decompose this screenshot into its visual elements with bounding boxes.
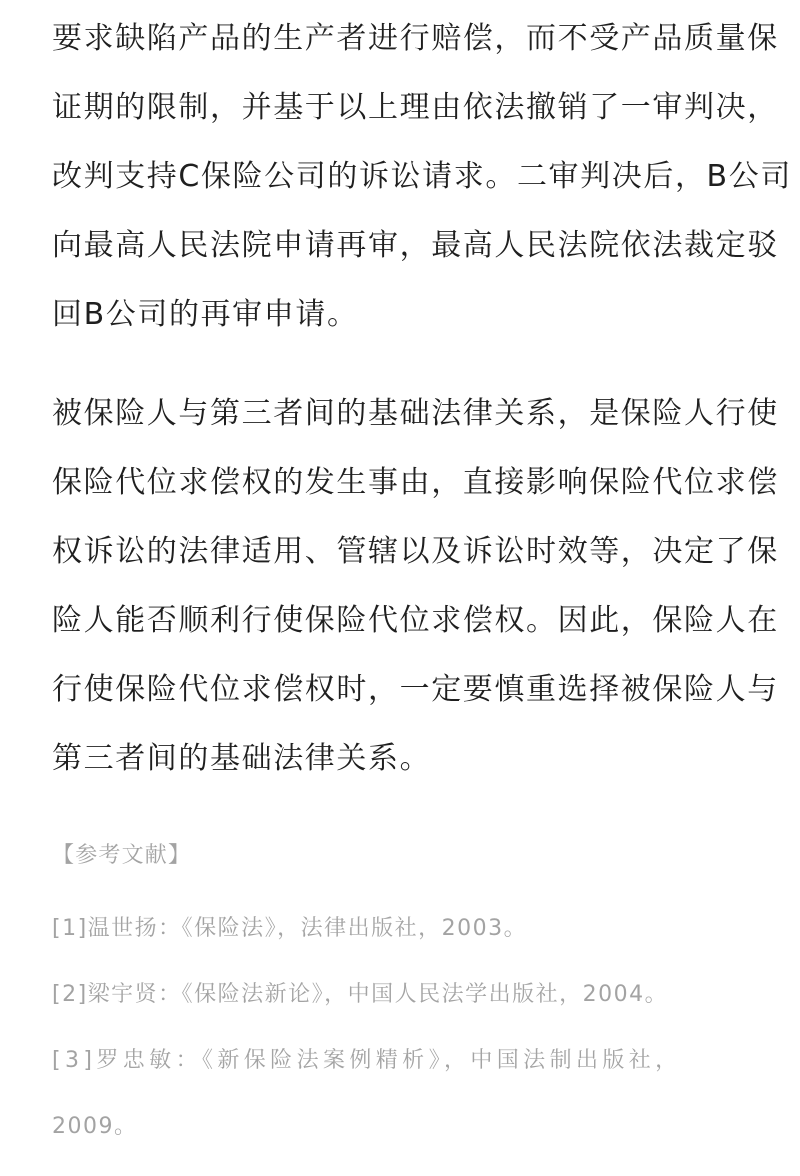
paragraph-judgment (52, 4, 792, 349)
reference-item-continuation: 2009。 (52, 1114, 138, 1139)
references-heading: 【参考文献】 (52, 843, 192, 868)
reference-item: [1]温世扬：《保险法》，法律出版社，2003。 (52, 916, 528, 941)
text-line: 权诉讼的法律适用、管辖以及诉讼时效等，决定了保 (52, 534, 779, 569)
text-line: 第三者间的基础法律关系。 (52, 741, 432, 776)
text-line: 行使保险代位求偿权时，一定要慎重选择被保险人与 (52, 672, 779, 707)
text-line: 向最高人民法院申请再审，最高人民法院依法裁定驳 (52, 228, 779, 263)
text-line: 改判支持C保险公司的诉讼请求。二审判决后，B公司 (52, 159, 792, 194)
text-line: 证期的限制，并基于以上理由依法撤销了一审判决， (52, 90, 779, 125)
references-list (52, 896, 682, 1160)
text-line: 回B公司的再审申请。 (52, 297, 359, 332)
reference-item: [3]罗忠敏：《新保险法案例精析》，中国法制出版社， (52, 1048, 682, 1073)
text-line: 要求缺陷产品的生产者进行赔偿，而不受产品质量保 (52, 21, 779, 56)
text-line: 保险代位求偿权的发生事由，直接影响保险代位求偿 (52, 465, 779, 500)
text-line: 被保险人与第三者间的基础法律关系，是保险人行使 (52, 396, 779, 431)
reference-item: [2]梁宇贤：《保险法新论》，中国人民法学出版社，2004。 (52, 982, 669, 1007)
text-line: 险人能否顺利行使保险代位求偿权。因此，保险人在 (52, 603, 779, 638)
paragraph-legal-relationship (52, 379, 779, 793)
